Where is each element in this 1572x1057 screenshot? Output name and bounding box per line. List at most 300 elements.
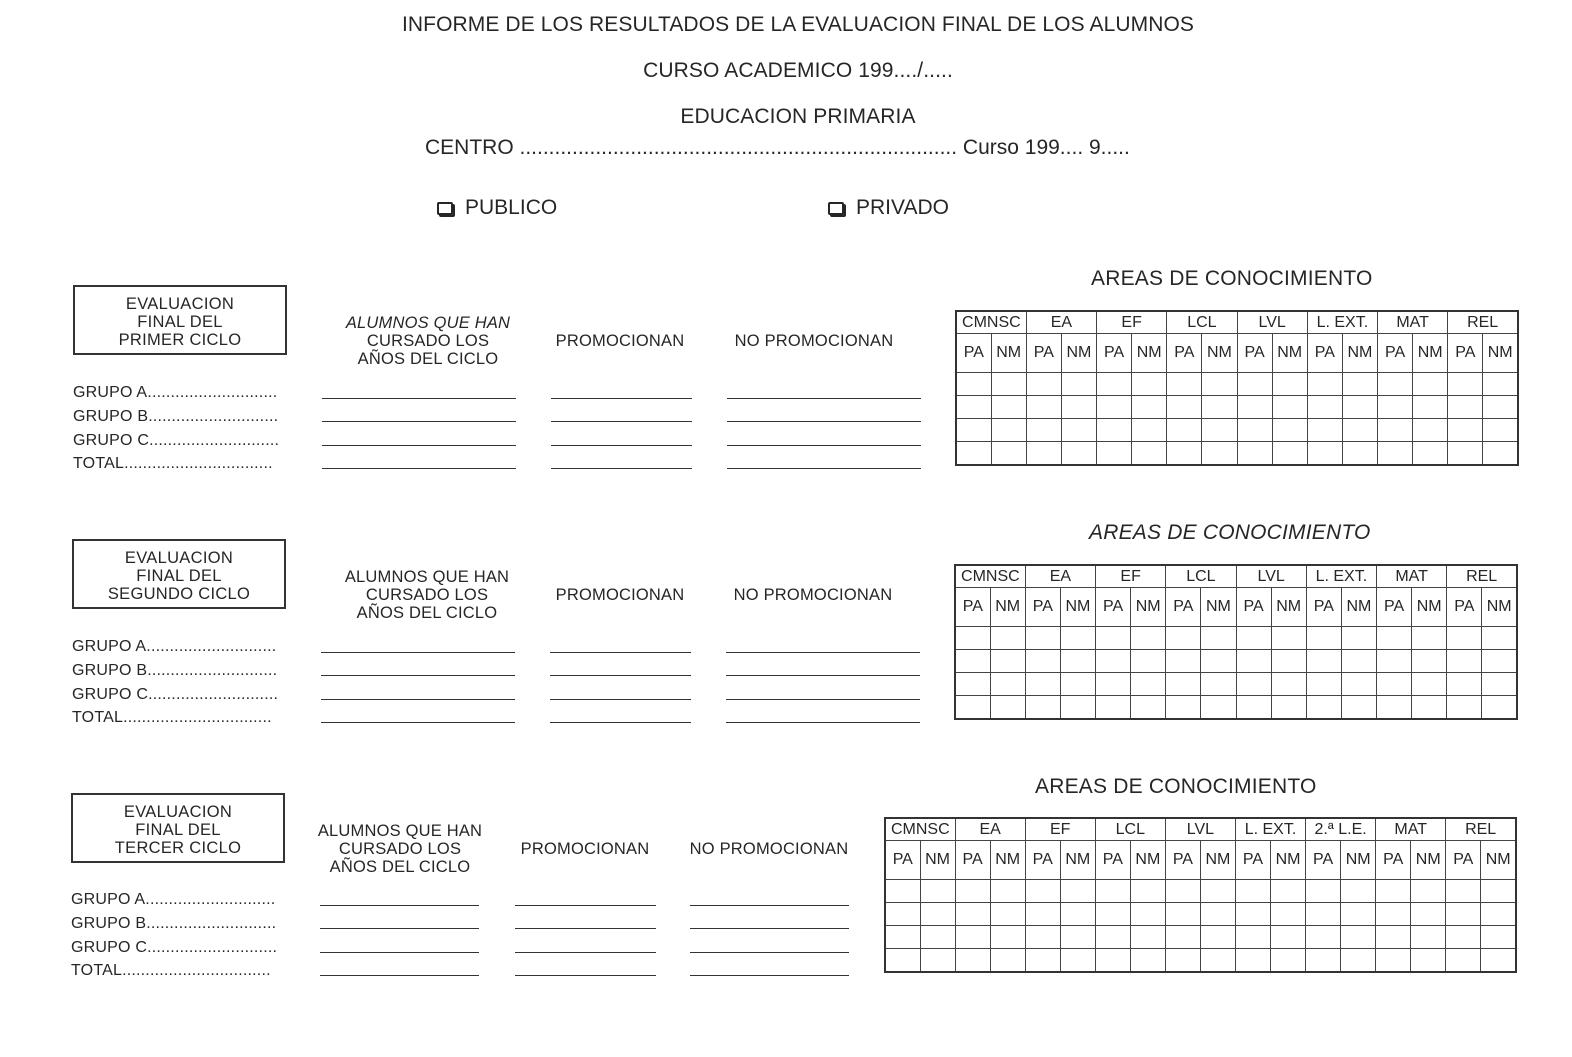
grid-cell[interactable] bbox=[1060, 880, 1095, 903]
grid-cell[interactable] bbox=[990, 650, 1025, 673]
grid-cell[interactable] bbox=[1483, 419, 1518, 442]
students-header-line2: CURSADO LOS bbox=[366, 332, 490, 350]
grid-cell[interactable] bbox=[1236, 627, 1271, 650]
grid-cell[interactable] bbox=[1132, 396, 1167, 419]
not-promote-field-a[interactable] bbox=[727, 398, 921, 399]
grid-cell[interactable] bbox=[1025, 673, 1060, 696]
students-field-c[interactable] bbox=[321, 699, 515, 700]
promote-field-a[interactable] bbox=[550, 652, 691, 653]
grid-cell[interactable] bbox=[1376, 903, 1411, 926]
area-header: EA bbox=[1025, 565, 1095, 588]
grid-cell[interactable] bbox=[1341, 627, 1376, 650]
grid-cell[interactable] bbox=[1411, 880, 1446, 903]
pa-header: PA bbox=[1235, 841, 1270, 880]
grid-cell[interactable] bbox=[991, 442, 1026, 466]
grid-cell[interactable] bbox=[1060, 673, 1095, 696]
grid-cell[interactable] bbox=[1271, 627, 1306, 650]
pa-header: PA bbox=[1025, 841, 1060, 880]
grid-cell[interactable] bbox=[1483, 442, 1518, 466]
grid-cell[interactable] bbox=[1378, 373, 1413, 396]
grid-cell[interactable] bbox=[1026, 373, 1061, 396]
grid-cell[interactable] bbox=[1411, 949, 1446, 973]
grid-cell[interactable] bbox=[1342, 419, 1377, 442]
not-promote-field-a[interactable] bbox=[690, 905, 849, 906]
grid-cell[interactable] bbox=[1060, 949, 1095, 973]
grid-cell[interactable] bbox=[1481, 949, 1516, 973]
students-header-line2: CURSADO LOS bbox=[338, 840, 462, 858]
promote-field-c[interactable] bbox=[515, 952, 656, 953]
grid-cell[interactable] bbox=[1237, 442, 1272, 466]
not-promote-header: NO PROMOCIONAN bbox=[689, 840, 849, 858]
grid-cell[interactable] bbox=[1131, 696, 1166, 720]
grid-cell[interactable] bbox=[1447, 696, 1482, 720]
grid-cell[interactable] bbox=[1237, 419, 1272, 442]
grid-cell[interactable] bbox=[1272, 419, 1307, 442]
grid-cell[interactable] bbox=[1376, 880, 1411, 903]
grid-cell[interactable] bbox=[1446, 903, 1481, 926]
grid-cell[interactable] bbox=[1060, 926, 1095, 949]
grid-cell[interactable] bbox=[1236, 673, 1271, 696]
grid-row bbox=[955, 673, 1517, 696]
grid-cell[interactable] bbox=[1411, 903, 1446, 926]
not-promote-field-a[interactable] bbox=[726, 652, 920, 653]
grid-cell[interactable] bbox=[1272, 373, 1307, 396]
area-header: CMNSC bbox=[956, 311, 1026, 334]
grid-cell[interactable] bbox=[1166, 673, 1201, 696]
pa-header: PA bbox=[1376, 841, 1411, 880]
grid-cell[interactable] bbox=[1483, 396, 1518, 419]
promote-field-c[interactable] bbox=[551, 445, 692, 446]
students-header-line1: ALUMNOS QUE HAN bbox=[344, 568, 510, 586]
grid-cell[interactable] bbox=[1167, 396, 1202, 419]
grid-cell[interactable] bbox=[1235, 949, 1270, 973]
area-header: LVL bbox=[1165, 818, 1235, 841]
grid-cell[interactable] bbox=[1130, 880, 1165, 903]
grid-cell[interactable] bbox=[1342, 442, 1377, 466]
grid-cell[interactable] bbox=[1095, 926, 1130, 949]
group-c-label: GRUPO C............................ bbox=[72, 686, 279, 703]
grid-cell[interactable] bbox=[1237, 396, 1272, 419]
grid-cell[interactable] bbox=[991, 419, 1026, 442]
grid-cell[interactable] bbox=[1095, 903, 1130, 926]
grid-cell[interactable] bbox=[1165, 880, 1200, 903]
grid-cell[interactable] bbox=[1096, 627, 1131, 650]
students-field-a[interactable] bbox=[322, 398, 516, 399]
grid-cell[interactable] bbox=[1378, 442, 1413, 466]
grid-cell[interactable] bbox=[1235, 926, 1270, 949]
grid-cell[interactable] bbox=[1377, 696, 1412, 720]
students-header-line1: ALUMNOS QUE HAN bbox=[317, 822, 483, 840]
grid-cell[interactable] bbox=[1412, 673, 1447, 696]
grid-cell[interactable] bbox=[990, 949, 1025, 973]
grid-cell[interactable] bbox=[955, 880, 990, 903]
promote-header: PROMOCIONAN bbox=[555, 586, 685, 604]
grid-cell[interactable] bbox=[1446, 949, 1481, 973]
grid-cell[interactable] bbox=[1341, 926, 1376, 949]
grid-cell[interactable] bbox=[1131, 650, 1166, 673]
grid-cell[interactable] bbox=[1306, 880, 1341, 903]
grid-cell[interactable] bbox=[1376, 949, 1411, 973]
grid-cell[interactable] bbox=[1483, 373, 1518, 396]
grid-cell[interactable] bbox=[1447, 673, 1482, 696]
grid-cell[interactable] bbox=[1165, 949, 1200, 973]
grid-cell[interactable] bbox=[1271, 696, 1306, 720]
not-promote-field-c[interactable] bbox=[726, 699, 920, 700]
grid-cell[interactable] bbox=[1026, 396, 1061, 419]
grid-cell[interactable] bbox=[1272, 442, 1307, 466]
center-field[interactable]: CENTRO ........................................................................... Curso 199.... 9..... bbox=[425, 136, 1130, 159]
grid-cell[interactable] bbox=[1446, 880, 1481, 903]
grid-cell[interactable] bbox=[1448, 419, 1483, 442]
grid-cell[interactable] bbox=[1201, 696, 1236, 720]
promote-field-total[interactable] bbox=[515, 975, 656, 976]
public-checkbox-icon[interactable] bbox=[437, 202, 453, 215]
pa-header: PA bbox=[1377, 588, 1412, 627]
grid-cell[interactable] bbox=[1306, 650, 1341, 673]
grid-cell[interactable] bbox=[1060, 650, 1095, 673]
grid-cell[interactable] bbox=[956, 373, 991, 396]
grid-cell[interactable] bbox=[1271, 903, 1306, 926]
grid-cell[interactable] bbox=[1342, 396, 1377, 419]
grid-cell[interactable] bbox=[1025, 949, 1060, 973]
grid-cell[interactable] bbox=[1447, 627, 1482, 650]
grid-cell[interactable] bbox=[1096, 673, 1131, 696]
grid-cell[interactable] bbox=[1165, 926, 1200, 949]
grid-cell[interactable] bbox=[990, 673, 1025, 696]
nm-header: NM bbox=[1131, 588, 1166, 627]
grid-cell[interactable] bbox=[1412, 696, 1447, 720]
grid-cell[interactable] bbox=[1166, 696, 1201, 720]
grid-cell[interactable] bbox=[1167, 373, 1202, 396]
area-header: L. EXT. bbox=[1307, 311, 1377, 334]
grid-cell[interactable] bbox=[1236, 696, 1271, 720]
students-field-c[interactable] bbox=[320, 952, 479, 953]
students-field-total[interactable] bbox=[320, 975, 479, 976]
eval-label-line2: FINAL DEL bbox=[137, 313, 223, 331]
grid-cell[interactable] bbox=[1061, 419, 1096, 442]
grid-cell[interactable] bbox=[1482, 627, 1517, 650]
grid-cell[interactable] bbox=[1307, 442, 1342, 466]
grid-cell[interactable] bbox=[1060, 903, 1095, 926]
grid-cell[interactable] bbox=[1271, 650, 1306, 673]
grid-cell[interactable] bbox=[956, 419, 991, 442]
grid-cell[interactable] bbox=[1095, 949, 1130, 973]
grid-cell[interactable] bbox=[1061, 396, 1096, 419]
grid-cell[interactable] bbox=[1202, 419, 1237, 442]
grid-row bbox=[956, 419, 1518, 442]
students-header bbox=[317, 568, 537, 622]
grid-cell[interactable] bbox=[1448, 373, 1483, 396]
grid-cell[interactable] bbox=[955, 696, 990, 720]
grid-cell[interactable] bbox=[1413, 442, 1448, 466]
grid-cell[interactable] bbox=[1482, 650, 1517, 673]
not-promote-field-b[interactable] bbox=[727, 421, 921, 422]
grid-cell[interactable] bbox=[1132, 419, 1167, 442]
grid-cell[interactable] bbox=[1025, 903, 1060, 926]
grid-cell[interactable] bbox=[990, 903, 1025, 926]
grid-cell[interactable] bbox=[1341, 880, 1376, 903]
grid-cell[interactable] bbox=[1166, 627, 1201, 650]
pa-header: PA bbox=[1447, 588, 1482, 627]
grid-cell[interactable] bbox=[1341, 949, 1376, 973]
grid-cell[interactable] bbox=[920, 903, 955, 926]
promote-field-b[interactable] bbox=[515, 928, 656, 929]
grid-cell[interactable] bbox=[1167, 442, 1202, 466]
grid-cell[interactable] bbox=[990, 696, 1025, 720]
grid-cell[interactable] bbox=[1202, 442, 1237, 466]
grid-cell[interactable] bbox=[1341, 650, 1376, 673]
grid-cell[interactable] bbox=[1377, 650, 1412, 673]
grid-cell[interactable] bbox=[991, 396, 1026, 419]
students-field-b[interactable] bbox=[322, 421, 516, 422]
grid-cell[interactable] bbox=[1306, 696, 1341, 720]
grid-cell[interactable] bbox=[1413, 396, 1448, 419]
nm-header: NM bbox=[1132, 334, 1167, 373]
grid-cell[interactable] bbox=[1201, 673, 1236, 696]
grid-cell[interactable] bbox=[1411, 926, 1446, 949]
nm-header: NM bbox=[1060, 588, 1095, 627]
promote-header: PROMOCIONAN bbox=[520, 840, 650, 858]
grid-cell[interactable] bbox=[1448, 396, 1483, 419]
grid-cell[interactable] bbox=[1061, 373, 1096, 396]
grid-cell[interactable] bbox=[1306, 926, 1341, 949]
promote-field-a[interactable] bbox=[515, 905, 656, 906]
area-header: MAT bbox=[1376, 818, 1446, 841]
pa-header: PA bbox=[1166, 588, 1201, 627]
grid-cell[interactable] bbox=[955, 627, 990, 650]
grid-cell[interactable] bbox=[920, 926, 955, 949]
grid-cell[interactable] bbox=[1025, 627, 1060, 650]
grid-cell[interactable] bbox=[1095, 880, 1130, 903]
grid-cell[interactable] bbox=[1342, 373, 1377, 396]
grid-cell[interactable] bbox=[1132, 442, 1167, 466]
education-level: EDUCACION PRIMARIA bbox=[680, 105, 916, 128]
students-field-c[interactable] bbox=[322, 445, 516, 446]
grid-cell[interactable] bbox=[1306, 949, 1341, 973]
grid-cell[interactable] bbox=[1200, 880, 1235, 903]
nm-header: NM bbox=[991, 334, 1026, 373]
eval-label-line3: PRIMER CICLO bbox=[118, 331, 242, 349]
areas-title: AREAS DE CONOCIMIENTO bbox=[1089, 521, 1371, 544]
grid-cell[interactable] bbox=[1130, 926, 1165, 949]
grid-cell[interactable] bbox=[1378, 419, 1413, 442]
students-field-b[interactable] bbox=[320, 928, 479, 929]
not-promote-field-c[interactable] bbox=[690, 952, 849, 953]
grid-cell[interactable] bbox=[956, 396, 991, 419]
grid-cell[interactable] bbox=[1165, 903, 1200, 926]
grid-cell[interactable] bbox=[1025, 880, 1060, 903]
grid-cell[interactable] bbox=[1446, 926, 1481, 949]
promote-field-a[interactable] bbox=[551, 398, 692, 399]
grid-cell[interactable] bbox=[1341, 673, 1376, 696]
group-b-label: GRUPO B............................ bbox=[73, 408, 279, 425]
grid-cell[interactable] bbox=[1236, 650, 1271, 673]
grid-cell[interactable] bbox=[1341, 903, 1376, 926]
grid-cell[interactable] bbox=[1481, 880, 1516, 903]
eval-label-line2: FINAL DEL bbox=[136, 567, 222, 585]
not-promote-field-total[interactable] bbox=[690, 975, 849, 976]
grid-cell[interactable] bbox=[1482, 673, 1517, 696]
grid-cell[interactable] bbox=[1130, 949, 1165, 973]
grid-cell[interactable] bbox=[1200, 926, 1235, 949]
nm-header: NM bbox=[1341, 841, 1376, 880]
grid-cell[interactable] bbox=[1235, 903, 1270, 926]
grid-cell[interactable] bbox=[955, 903, 990, 926]
area-header: 2.ª L.E. bbox=[1306, 818, 1376, 841]
grid-cell[interactable] bbox=[885, 926, 920, 949]
students-field-a[interactable] bbox=[321, 652, 515, 653]
area-header: CMNSC bbox=[955, 565, 1025, 588]
grid-cell[interactable] bbox=[1237, 373, 1272, 396]
grid-cell[interactable] bbox=[1096, 650, 1131, 673]
promote-field-c[interactable] bbox=[550, 699, 691, 700]
eval-label-line3: TERCER CICLO bbox=[114, 839, 242, 857]
promote-field-b[interactable] bbox=[550, 675, 691, 676]
grid-cell[interactable] bbox=[1307, 396, 1342, 419]
grid-cell[interactable] bbox=[1271, 926, 1306, 949]
grid-cell[interactable] bbox=[1481, 903, 1516, 926]
grid-cell[interactable] bbox=[990, 627, 1025, 650]
grid-cell[interactable] bbox=[1130, 903, 1165, 926]
grid-cell[interactable] bbox=[1200, 903, 1235, 926]
grid-cell[interactable] bbox=[1026, 442, 1061, 466]
students-field-total[interactable] bbox=[321, 722, 515, 723]
grid-row bbox=[956, 373, 1518, 396]
grid-cell[interactable] bbox=[1306, 627, 1341, 650]
grid-cell[interactable] bbox=[955, 949, 990, 973]
grid-cell[interactable] bbox=[1201, 627, 1236, 650]
not-promote-field-b[interactable] bbox=[690, 928, 849, 929]
grid-cell[interactable] bbox=[1096, 696, 1131, 720]
grid-cell[interactable] bbox=[1097, 419, 1132, 442]
grid-cell[interactable] bbox=[1201, 650, 1236, 673]
grid-cell[interactable] bbox=[1448, 442, 1483, 466]
grid-cell[interactable] bbox=[920, 949, 955, 973]
grid-cell[interactable] bbox=[1060, 696, 1095, 720]
nm-header: NM bbox=[1201, 588, 1236, 627]
pa-header: PA bbox=[1026, 334, 1061, 373]
grid-cell[interactable] bbox=[885, 880, 920, 903]
grid-cell[interactable] bbox=[1025, 696, 1060, 720]
grid-cell[interactable] bbox=[1097, 373, 1132, 396]
nm-header: NM bbox=[1061, 334, 1096, 373]
grid-row bbox=[885, 949, 1516, 973]
not-promote-field-total[interactable] bbox=[726, 722, 920, 723]
area-header: CMNSC bbox=[885, 818, 955, 841]
private-checkbox-icon[interactable] bbox=[828, 202, 844, 215]
promote-field-b[interactable] bbox=[551, 421, 692, 422]
not-promote-field-c[interactable] bbox=[727, 445, 921, 446]
grid-cell[interactable] bbox=[1025, 926, 1060, 949]
grid-cell[interactable] bbox=[990, 880, 1025, 903]
grid-cell[interactable] bbox=[1200, 949, 1235, 973]
private-option[interactable] bbox=[828, 196, 949, 220]
students-field-total[interactable] bbox=[322, 468, 516, 469]
nm-header: NM bbox=[1200, 841, 1235, 880]
grid-cell[interactable] bbox=[955, 926, 990, 949]
grid-cell[interactable] bbox=[1235, 880, 1270, 903]
report-title: INFORME DE LOS RESULTADOS DE LA EVALUACION FINAL DE LOS ALUMNOS bbox=[401, 13, 1195, 36]
area-header: LCL bbox=[1167, 311, 1237, 334]
group-b-label: GRUPO B............................ bbox=[72, 662, 278, 679]
grid-cell[interactable] bbox=[1202, 396, 1237, 419]
not-promote-field-total[interactable] bbox=[727, 468, 921, 469]
grid-cell[interactable] bbox=[1271, 880, 1306, 903]
grid-cell[interactable] bbox=[990, 926, 1025, 949]
areas-title: AREAS DE CONOCIMIENTO bbox=[1035, 775, 1317, 798]
grid-cell[interactable] bbox=[1377, 627, 1412, 650]
grid-cell[interactable] bbox=[1131, 627, 1166, 650]
nm-header: NM bbox=[1412, 588, 1447, 627]
areas-grid bbox=[954, 564, 1518, 720]
grid-cell[interactable] bbox=[1272, 396, 1307, 419]
nm-header: NM bbox=[1271, 841, 1306, 880]
grid-cell[interactable] bbox=[1167, 419, 1202, 442]
grid-cell[interactable] bbox=[1412, 627, 1447, 650]
grid-cell[interactable] bbox=[1378, 396, 1413, 419]
grid-cell[interactable] bbox=[955, 673, 990, 696]
public-option[interactable] bbox=[437, 196, 557, 220]
not-promote-field-b[interactable] bbox=[726, 675, 920, 676]
grid-cell[interactable] bbox=[1060, 627, 1095, 650]
grid-cell[interactable] bbox=[1341, 696, 1376, 720]
grid-row bbox=[956, 442, 1518, 466]
students-field-b[interactable] bbox=[321, 675, 515, 676]
nm-header: NM bbox=[1411, 841, 1446, 880]
students-field-a[interactable] bbox=[320, 905, 479, 906]
grid-cell[interactable] bbox=[1131, 673, 1166, 696]
grid-cell[interactable] bbox=[1307, 419, 1342, 442]
grid-cell[interactable] bbox=[1025, 650, 1060, 673]
grid-cell[interactable] bbox=[1097, 396, 1132, 419]
grid-cell[interactable] bbox=[1377, 673, 1412, 696]
grid-cell[interactable] bbox=[1306, 903, 1341, 926]
grid-cell[interactable] bbox=[1132, 373, 1167, 396]
grid-cell[interactable] bbox=[1413, 373, 1448, 396]
grid-cell[interactable] bbox=[1026, 419, 1061, 442]
grid-cell[interactable] bbox=[885, 949, 920, 973]
nm-header: NM bbox=[1481, 841, 1516, 880]
grid-cell[interactable] bbox=[1412, 650, 1447, 673]
grid-cell[interactable] bbox=[1271, 673, 1306, 696]
promote-field-total[interactable] bbox=[551, 468, 692, 469]
area-header: MAT bbox=[1377, 565, 1447, 588]
grid-cell[interactable] bbox=[1166, 650, 1201, 673]
grid-cell[interactable] bbox=[1202, 373, 1237, 396]
total-label: TOTAL................................ bbox=[72, 709, 272, 726]
pa-header: PA bbox=[1096, 588, 1131, 627]
grid-cell[interactable] bbox=[1413, 419, 1448, 442]
nm-header: NM bbox=[1482, 588, 1517, 627]
grid-cell[interactable] bbox=[1097, 442, 1132, 466]
grid-cell[interactable] bbox=[1447, 650, 1482, 673]
grid-cell[interactable] bbox=[1061, 442, 1096, 466]
promote-field-total[interactable] bbox=[550, 722, 691, 723]
grid-cell[interactable] bbox=[1481, 926, 1516, 949]
grid-cell[interactable] bbox=[1306, 673, 1341, 696]
grid-cell[interactable] bbox=[1271, 949, 1306, 973]
grid-cell[interactable] bbox=[1482, 696, 1517, 720]
private-label: PRIVADO bbox=[856, 196, 949, 219]
grid-cell[interactable] bbox=[1376, 926, 1411, 949]
grid-cell[interactable] bbox=[955, 650, 990, 673]
grid-cell[interactable] bbox=[956, 442, 991, 466]
grid-cell[interactable] bbox=[885, 903, 920, 926]
grid-cell[interactable] bbox=[1307, 373, 1342, 396]
grid-cell[interactable] bbox=[991, 373, 1026, 396]
area-header: L. EXT. bbox=[1235, 818, 1305, 841]
grid-cell[interactable] bbox=[920, 880, 955, 903]
